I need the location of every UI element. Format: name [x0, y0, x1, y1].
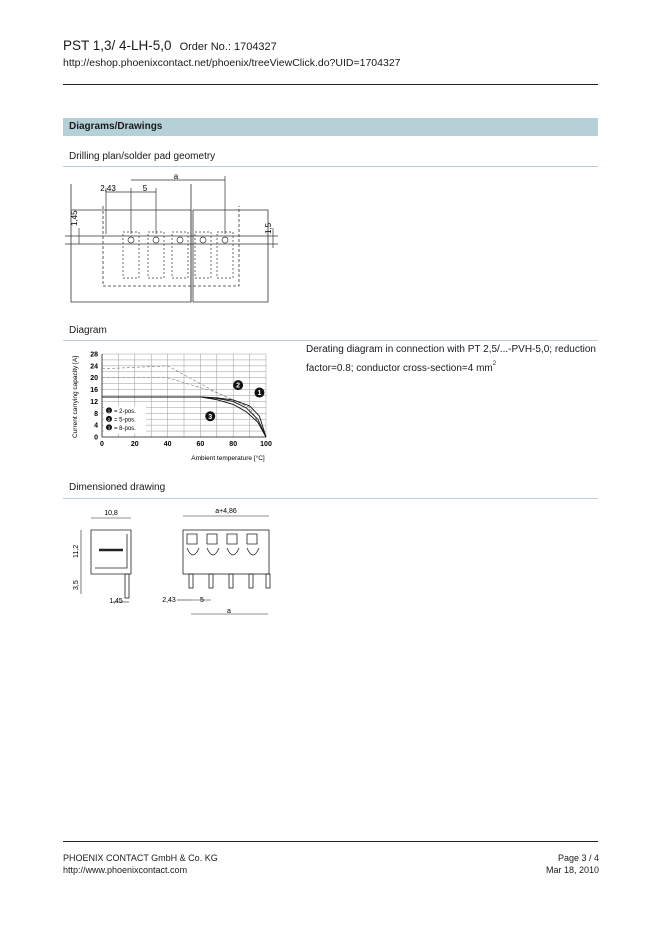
y-tick-label: 8 — [94, 410, 98, 418]
drilling-plan-drawing — [63, 168, 293, 308]
chart-ylabel: Current carrying capacity [A] — [72, 355, 79, 439]
dim-35-label: 3,5 — [73, 580, 80, 590]
dim-243-label: 2,43 — [100, 184, 116, 193]
diagram-divider — [63, 340, 598, 341]
dim-145-label: 1,45 — [70, 210, 79, 226]
drilling-divider — [63, 166, 598, 167]
y-tick-label: 24 — [90, 363, 98, 371]
footer-company: PHOENIX CONTACT GmbH & Co. KG — [63, 853, 218, 863]
dim-a-label: a — [173, 172, 179, 181]
dimensioned-divider — [63, 498, 598, 499]
diagram-description — [306, 342, 600, 376]
x-tick-label: 0 — [100, 441, 104, 448]
product-title: PST 1,3/ 4-LH-5,0 — [63, 38, 172, 53]
order-number: Order No.: 1704327 — [179, 41, 277, 53]
series-marker — [205, 411, 215, 421]
x-tick-label: 80 — [229, 441, 238, 448]
dim-ab-label: a — [227, 608, 231, 615]
marker-label: 2 — [236, 382, 241, 390]
dim-145b-label: 1,45 — [109, 598, 123, 605]
x-tick-label: 20 — [130, 441, 139, 448]
derating-chart — [68, 342, 298, 466]
y-tick-label: 28 — [90, 351, 98, 359]
diagram-heading: Diagram — [69, 325, 107, 336]
legend-number: 2 — [107, 416, 111, 422]
x-tick-label: 40 — [163, 441, 172, 448]
dim-a486-label: a+4,86 — [215, 508, 237, 515]
marker-label: 1 — [257, 390, 262, 398]
dim-5b-label: 5 — [200, 597, 204, 604]
dim-112-label: 11,2 — [73, 544, 80, 558]
legend-item: = 5-pos. — [114, 417, 136, 424]
dim-5-label: 5 — [142, 184, 148, 193]
dim-108-label: 10,8 — [104, 510, 118, 517]
legend-number: 1 — [107, 408, 111, 414]
series-marker — [254, 388, 264, 398]
dim-15-label: 1,5 — [264, 222, 273, 234]
section-header — [63, 118, 598, 136]
footer-page: Page 3 / 4 — [557, 853, 599, 863]
y-tick-label: 20 — [90, 375, 98, 383]
dimensioned-heading: Dimensioned drawing — [69, 482, 166, 493]
page-title — [63, 38, 277, 53]
footer-date: Mar 18, 2010 — [545, 865, 599, 875]
description-sup: 2 — [492, 361, 497, 367]
drilling-heading: Drilling plan/solder pad geometry — [69, 151, 216, 162]
side-view — [91, 530, 131, 598]
series-marker — [233, 380, 243, 390]
x-tick-label: 60 — [196, 441, 205, 448]
y-tick-label: 4 — [94, 422, 98, 430]
chart-xlabel: Ambient temperature [°C] — [191, 455, 265, 462]
dimensioned-drawing — [63, 502, 283, 620]
solder-pads — [106, 176, 233, 278]
legend-item: = 2-pos. — [114, 408, 136, 415]
description-text: Derating diagram in connection with PT 2,5/...-PVH-5,0; reduction factor=0.8; conductor cross-section=4 mm — [306, 344, 596, 374]
dim-243b-label: 2,43 — [162, 597, 176, 604]
legend-item: = 8-pos. — [114, 425, 136, 432]
y-tick-label: 12 — [90, 398, 98, 406]
legend-number: 3 — [107, 425, 111, 431]
section-title: Diagrams/Drawings — [69, 121, 163, 132]
footer-website[interactable]: http://www.phoenixcontact.com — [63, 865, 188, 875]
y-tick-label: 16 — [90, 387, 98, 395]
x-tick-label: 100 — [260, 441, 272, 448]
product-url[interactable]: http://eshop.phoenixcontact.net/phoenix/treeViewClick.do?UID=1704327 — [63, 57, 401, 69]
front-view — [183, 530, 270, 588]
footer-divider — [63, 841, 598, 842]
y-tick-label: 0 — [94, 434, 98, 442]
marker-label: 3 — [208, 413, 213, 421]
header-divider — [63, 84, 598, 85]
